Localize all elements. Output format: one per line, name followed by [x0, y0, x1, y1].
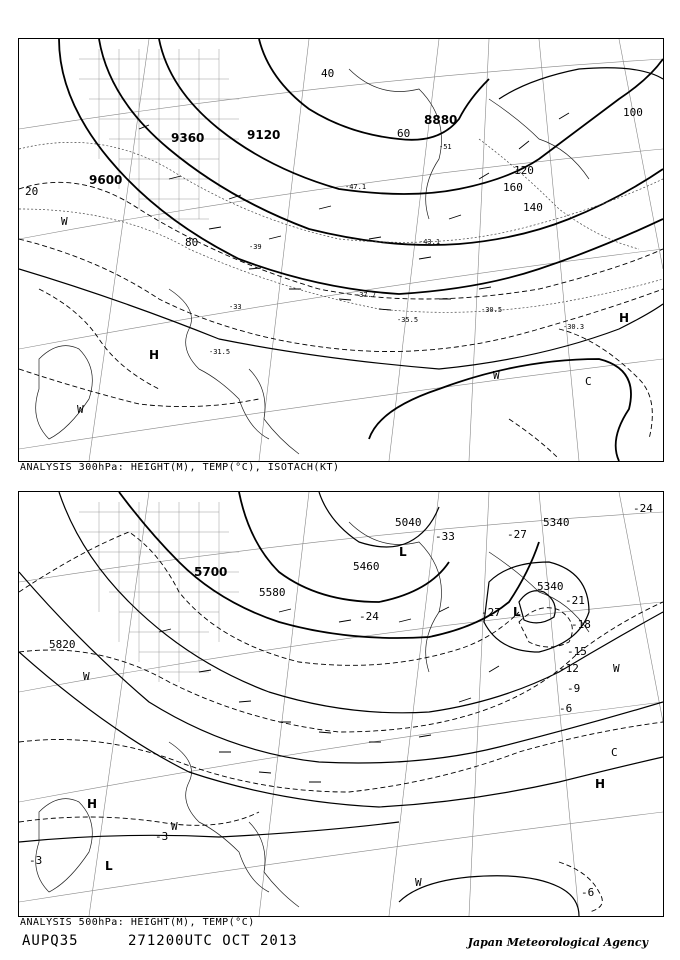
low-pressure-marker: L [399, 545, 407, 559]
temp-label: -15 [567, 645, 587, 658]
map-500-svg [19, 492, 663, 916]
analysis-500hpa-map [18, 491, 664, 917]
temp-label: -24 [359, 610, 379, 623]
cold-marker: C [611, 746, 618, 759]
isotach-label: 20 [25, 185, 39, 198]
height-label: 5700 [194, 565, 228, 579]
isotach-label: 140 [523, 201, 543, 214]
isotach-label: 120 [514, 164, 534, 177]
system-labels-300 [61, 215, 629, 416]
height-label: 8880 [424, 113, 458, 127]
temp-label: -18 [571, 618, 591, 631]
height-label: 9360 [171, 131, 205, 145]
temp-label: -47.1 [345, 183, 367, 191]
height-label: 5340 [537, 580, 564, 593]
agency-name: Japan Meteorological Agency [467, 936, 648, 949]
chart-code: AUPQ35 [22, 933, 79, 949]
high-pressure-marker: H [595, 777, 606, 791]
warm-marker: W [77, 403, 84, 416]
temp-label: -51 [439, 143, 452, 151]
warm-marker: W [415, 876, 422, 889]
temp-label: -31.5 [209, 348, 231, 356]
temp-labels-500 [29, 502, 653, 899]
isotach-label: 80 [185, 236, 199, 249]
temperature-isotherms [19, 532, 663, 912]
warm-marker: W [171, 820, 178, 833]
terrain-hatch [79, 49, 239, 229]
temp-label: -30.5 [481, 306, 503, 314]
temp-label: -9 [567, 682, 581, 695]
height-labels-300 [89, 113, 457, 187]
coastlines [36, 522, 589, 907]
height-label: 9120 [247, 128, 281, 142]
isotach-label: 100 [623, 106, 643, 119]
temp-label: -43.1 [419, 238, 441, 246]
temp-label: -3 [29, 854, 43, 867]
valid-time: 271200UTC OCT 2013 [128, 933, 298, 949]
height-label: 9600 [89, 173, 123, 187]
high-pressure-marker: H [149, 348, 160, 362]
warm-marker: W [493, 369, 500, 382]
high-pressure-marker: H [619, 311, 630, 325]
height-label: 5040 [395, 516, 422, 529]
temp-label: -6 [559, 702, 573, 715]
temp-label: -27 [481, 606, 501, 619]
temp-label: -33 [229, 303, 242, 311]
warm-marker: W [613, 662, 620, 675]
temp-label: -39 [249, 243, 262, 251]
caption-300hpa: ANALYSIS 300hPa: HEIGHT(M), TEMP(°C), ISOTACH(KT) [20, 462, 340, 473]
isotach-label: 40 [321, 67, 335, 80]
height-label: 5460 [353, 560, 380, 573]
temp-label: -12 [559, 662, 579, 675]
low-pressure-marker: L [513, 605, 521, 619]
warm-marker: W [83, 670, 90, 683]
height-label: 5580 [259, 586, 286, 599]
height-labels-500 [49, 516, 570, 651]
map-300-svg [19, 39, 663, 461]
temp-label: -24 [633, 502, 653, 515]
isotach-label: 60 [397, 127, 411, 140]
low-pressure-marker: L [105, 859, 113, 873]
temp-label: -6 [581, 886, 595, 899]
warm-marker: W [61, 215, 68, 228]
isotach-lines [19, 182, 663, 459]
height-label: 5340 [543, 516, 570, 529]
temp-label: -37.7 [355, 291, 377, 299]
temp-label: -21 [565, 594, 585, 607]
isotach-label: 160 [503, 181, 523, 194]
temp-label: -27 [507, 528, 527, 541]
temp-label: -33 [435, 530, 455, 543]
cold-marker: C [585, 375, 592, 388]
caption-500hpa: ANALYSIS 500hPa: HEIGHT(M), TEMP(°C) [20, 917, 255, 928]
high-pressure-marker: H [87, 797, 98, 811]
temp-label: -30.3 [563, 323, 585, 331]
temp-label: -35.5 [397, 316, 419, 324]
analysis-300hpa-map [18, 38, 664, 462]
temp-label: -3 [155, 830, 169, 843]
coastlines [36, 69, 589, 454]
height-label: 5820 [49, 638, 76, 651]
